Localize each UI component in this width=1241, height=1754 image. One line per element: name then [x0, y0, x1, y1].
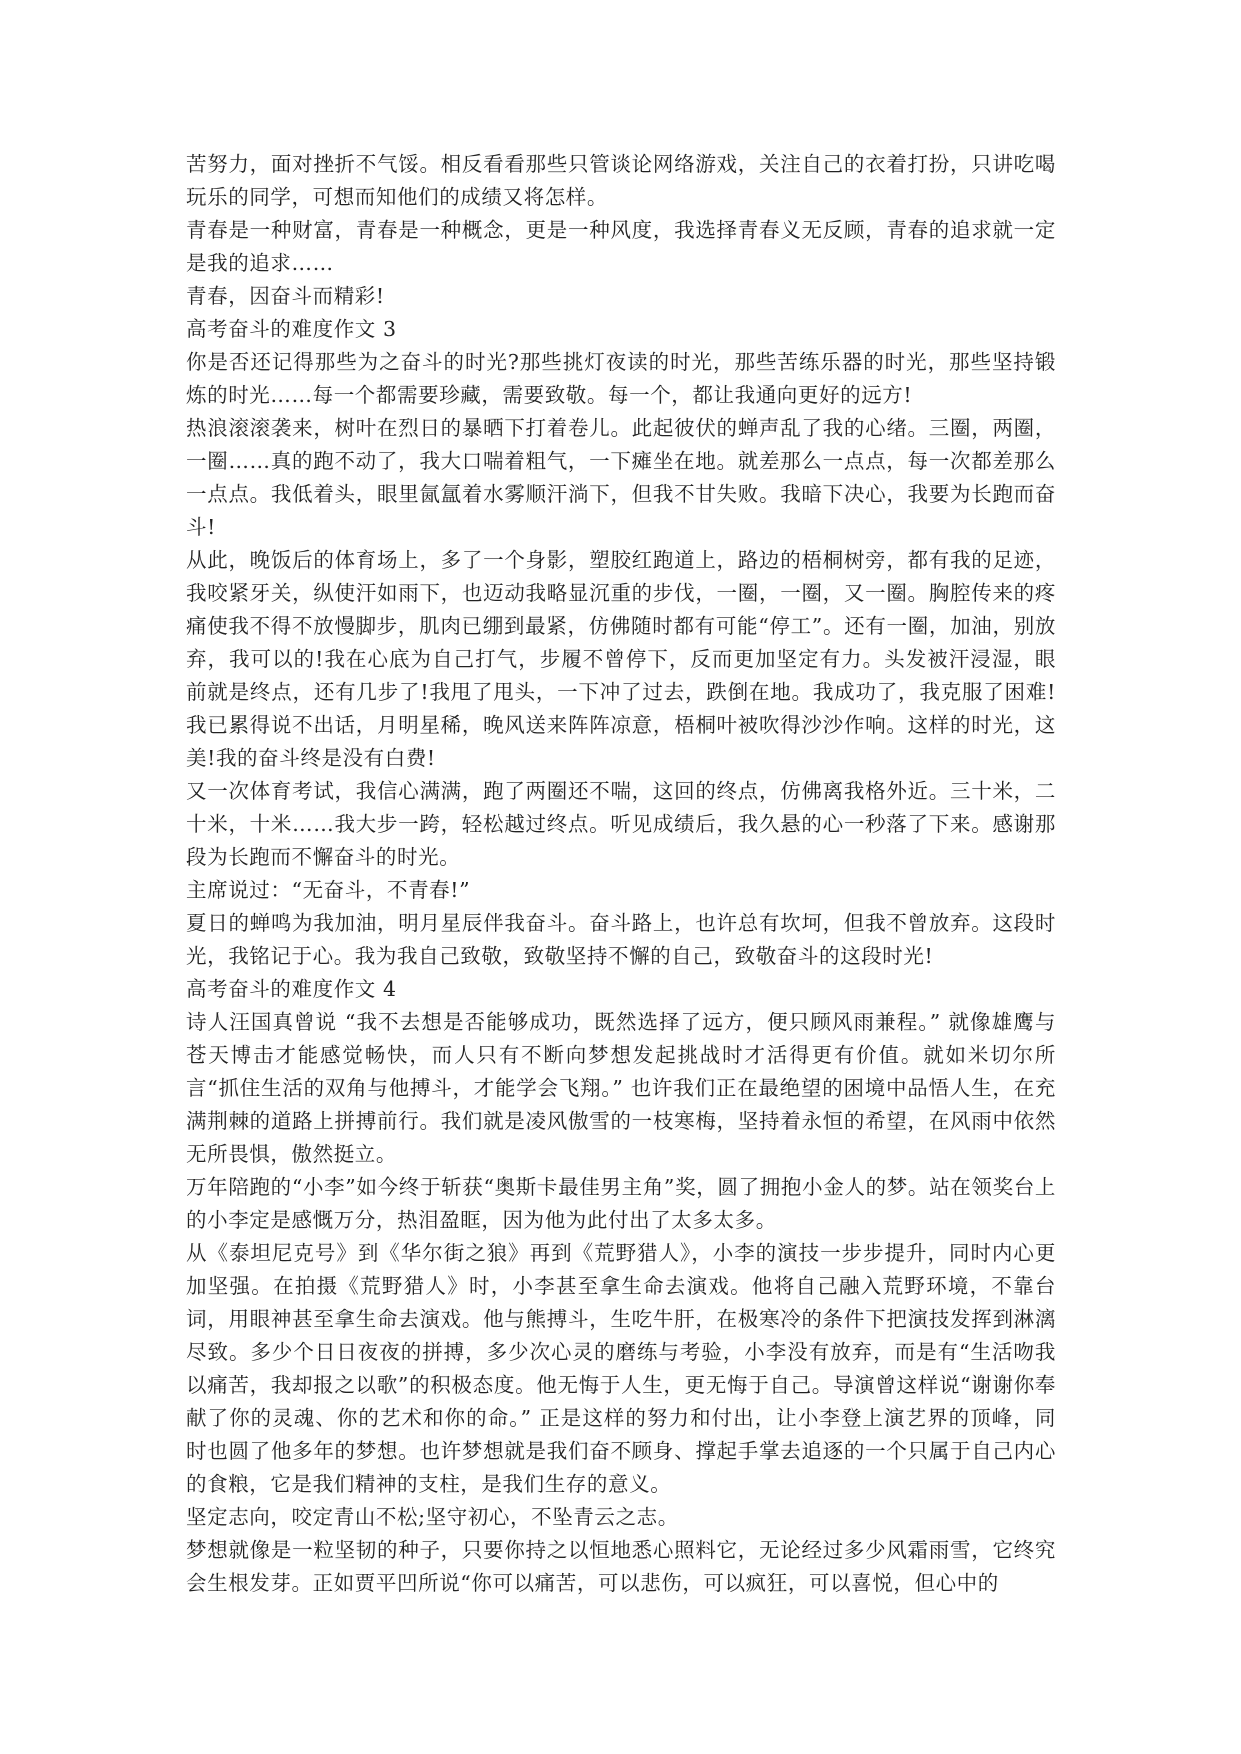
paragraph: 青春，因奋斗而精彩! — [186, 284, 385, 308]
document-body — [186, 148, 1056, 1600]
paragraph: 你是否还记得那些为之奋斗的时光?那些挑灯夜读的时光，那些苦练乐器的时光，那些坚持锻炼的时光……每一个都需要珍藏，需要致敬。每一个，都让我通向更好的远方! — [186, 350, 1056, 407]
paragraph: 热浪滚滚袭来，树叶在烈日的暴晒下打着卷儿。此起彼伏的蝉声乱了我的心绪。三圈，两圈，一圈……真的跑不动了，我大口喘着粗气，一下瘫坐在地。就差那么一点点，每一次都差那么一点点。我低着头，眼里氤氲着水雾顺汗淌下，但我不甘失败。我暗下决心，我要为长跑而奋斗! — [186, 416, 1056, 539]
paragraph: 万年陪跑的“小李”如今终于斩获“奥斯卡最佳男主角”奖，圆了拥抱小金人的梦。站在领奖台上的小李定是感慨万分，热泪盈眶，因为他为此付出了太多太多。 — [186, 1175, 1056, 1232]
paragraph: 诗人汪国真曾说 “我不去想是否能够成功，既然选择了远方，便只顾风雨兼程。” 就像雄鹰与苍天博击才能感觉畅快，而人只有不断向梦想发起挑战时才活得更有价值。就如米切尔所言“抓住生活的双角与他搏斗，才能学会飞翔。” 也许我们正在最绝望的困境中品悟人生，在充满荆棘的道路上拼搏前行。我们就是凌风傲雪的一枝寒梅，坚持着永恒的希望，在风雨中依然无所畏惧，傲然挺立。 — [186, 1010, 1056, 1166]
section-heading: 高考奋斗的难度作文 4 — [186, 977, 397, 1001]
paragraph: 梦想就像是一粒坚韧的种子，只要你持之以恒地悉心照料它，无论经过多少风霜雨雪，它终究会生根发芽。正如贾平凹所说“你可以痛苦，可以悲伤，可以疯狂，可以喜悦，但心中的 — [186, 1538, 1056, 1595]
paragraph: 苦努力，面对挫折不气馁。相反看看那些只管谈论网络游戏，关注自己的衣着打扮，只讲吃喝玩乐的同学，可想而知他们的成绩又将怎样。 — [186, 152, 1056, 209]
paragraph: 从此，晚饭后的体育场上，多了一个身影，塑胶红跑道上，路边的梧桐树旁，都有我的足迹，我咬紧牙关，纵使汗如雨下，也迈动我略显沉重的步伐，一圈，一圈，又一圈。胸腔传来的疼痛使我不得不放慢脚步，肌肉已绷到最紧，仿佛随时都有可能“停工”。还有一圈，加油，别放弃，我可以的!我在心底为自己打气，步履不曾停下，反而更加坚定有力。头发被汗浸湿，眼前就是终点，还有几步了!我甩了甩头，一下冲了过去，跌倒在地。我成功了，我克服了困难!我已累得说不出话，月明星稀，晚风送来阵阵凉意，梧桐叶被吹得沙沙作响。这样的时光，这美!我的奋斗终是没有白费! — [186, 548, 1056, 770]
paragraph: 又一次体育考试，我信心满满，跑了两圈还不喘，这回的终点，仿佛离我格外近。三十米，二十米，十米……我大步一跨，轻松越过终点。听见成绩后，我久悬的心一秒落了下来。感谢那段为长跑而不懈奋斗的时光。 — [186, 779, 1056, 869]
paragraph: 从《泰坦尼克号》到《华尔街之狼》再到《荒野猎人》，小李的演技一步步提升，同时内心更加坚强。在拍摄《荒野猎人》时，小李甚至拿生命去演戏。他将自己融入荒野环境，不靠台词，用眼神甚至拿生命去演戏。他与熊搏斗，生吃牛肝，在极寒冷的条件下把演技发挥到淋漓尽致。多少个日日夜夜的拼搏，多少次心灵的磨练与考验，小李没有放弃，而是有“生活吻我以痛苦，我却报之以歌”的积极态度。他无悔于人生，更无悔于自己。导演曾这样说“谢谢你奉献了你的灵魂、你的艺术和你的命。” 正是这样的努力和付出，让小李登上演艺界的顶峰，同时也圆了他多年的梦想。也许梦想就是我们奋不顾身、撑起手掌去追逐的一个只属于自己内心的食粮，它是我们精神的支柱，是我们生存的意义。 — [186, 1241, 1056, 1496]
paragraph: 主席说过：“无奋斗，不青春!” — [186, 878, 471, 902]
paragraph: 夏日的蝉鸣为我加油，明月星辰伴我奋斗。奋斗路上，也许总有坎坷，但我不曾放弃。这段时光，我铭记于心。我为我自己致敬，致敬坚持不懈的自己，致敬奋斗的这段时光! — [186, 911, 1056, 968]
section-heading: 高考奋斗的难度作文 3 — [186, 317, 397, 341]
paragraph: 青春是一种财富，青春是一种概念，更是一种风度，我选择青春义无反顾，青春的追求就一定是我的追求…… — [186, 218, 1056, 275]
paragraph: 坚定志向，咬定青山不松;坚守初心，不坠青云之志。 — [186, 1505, 679, 1529]
